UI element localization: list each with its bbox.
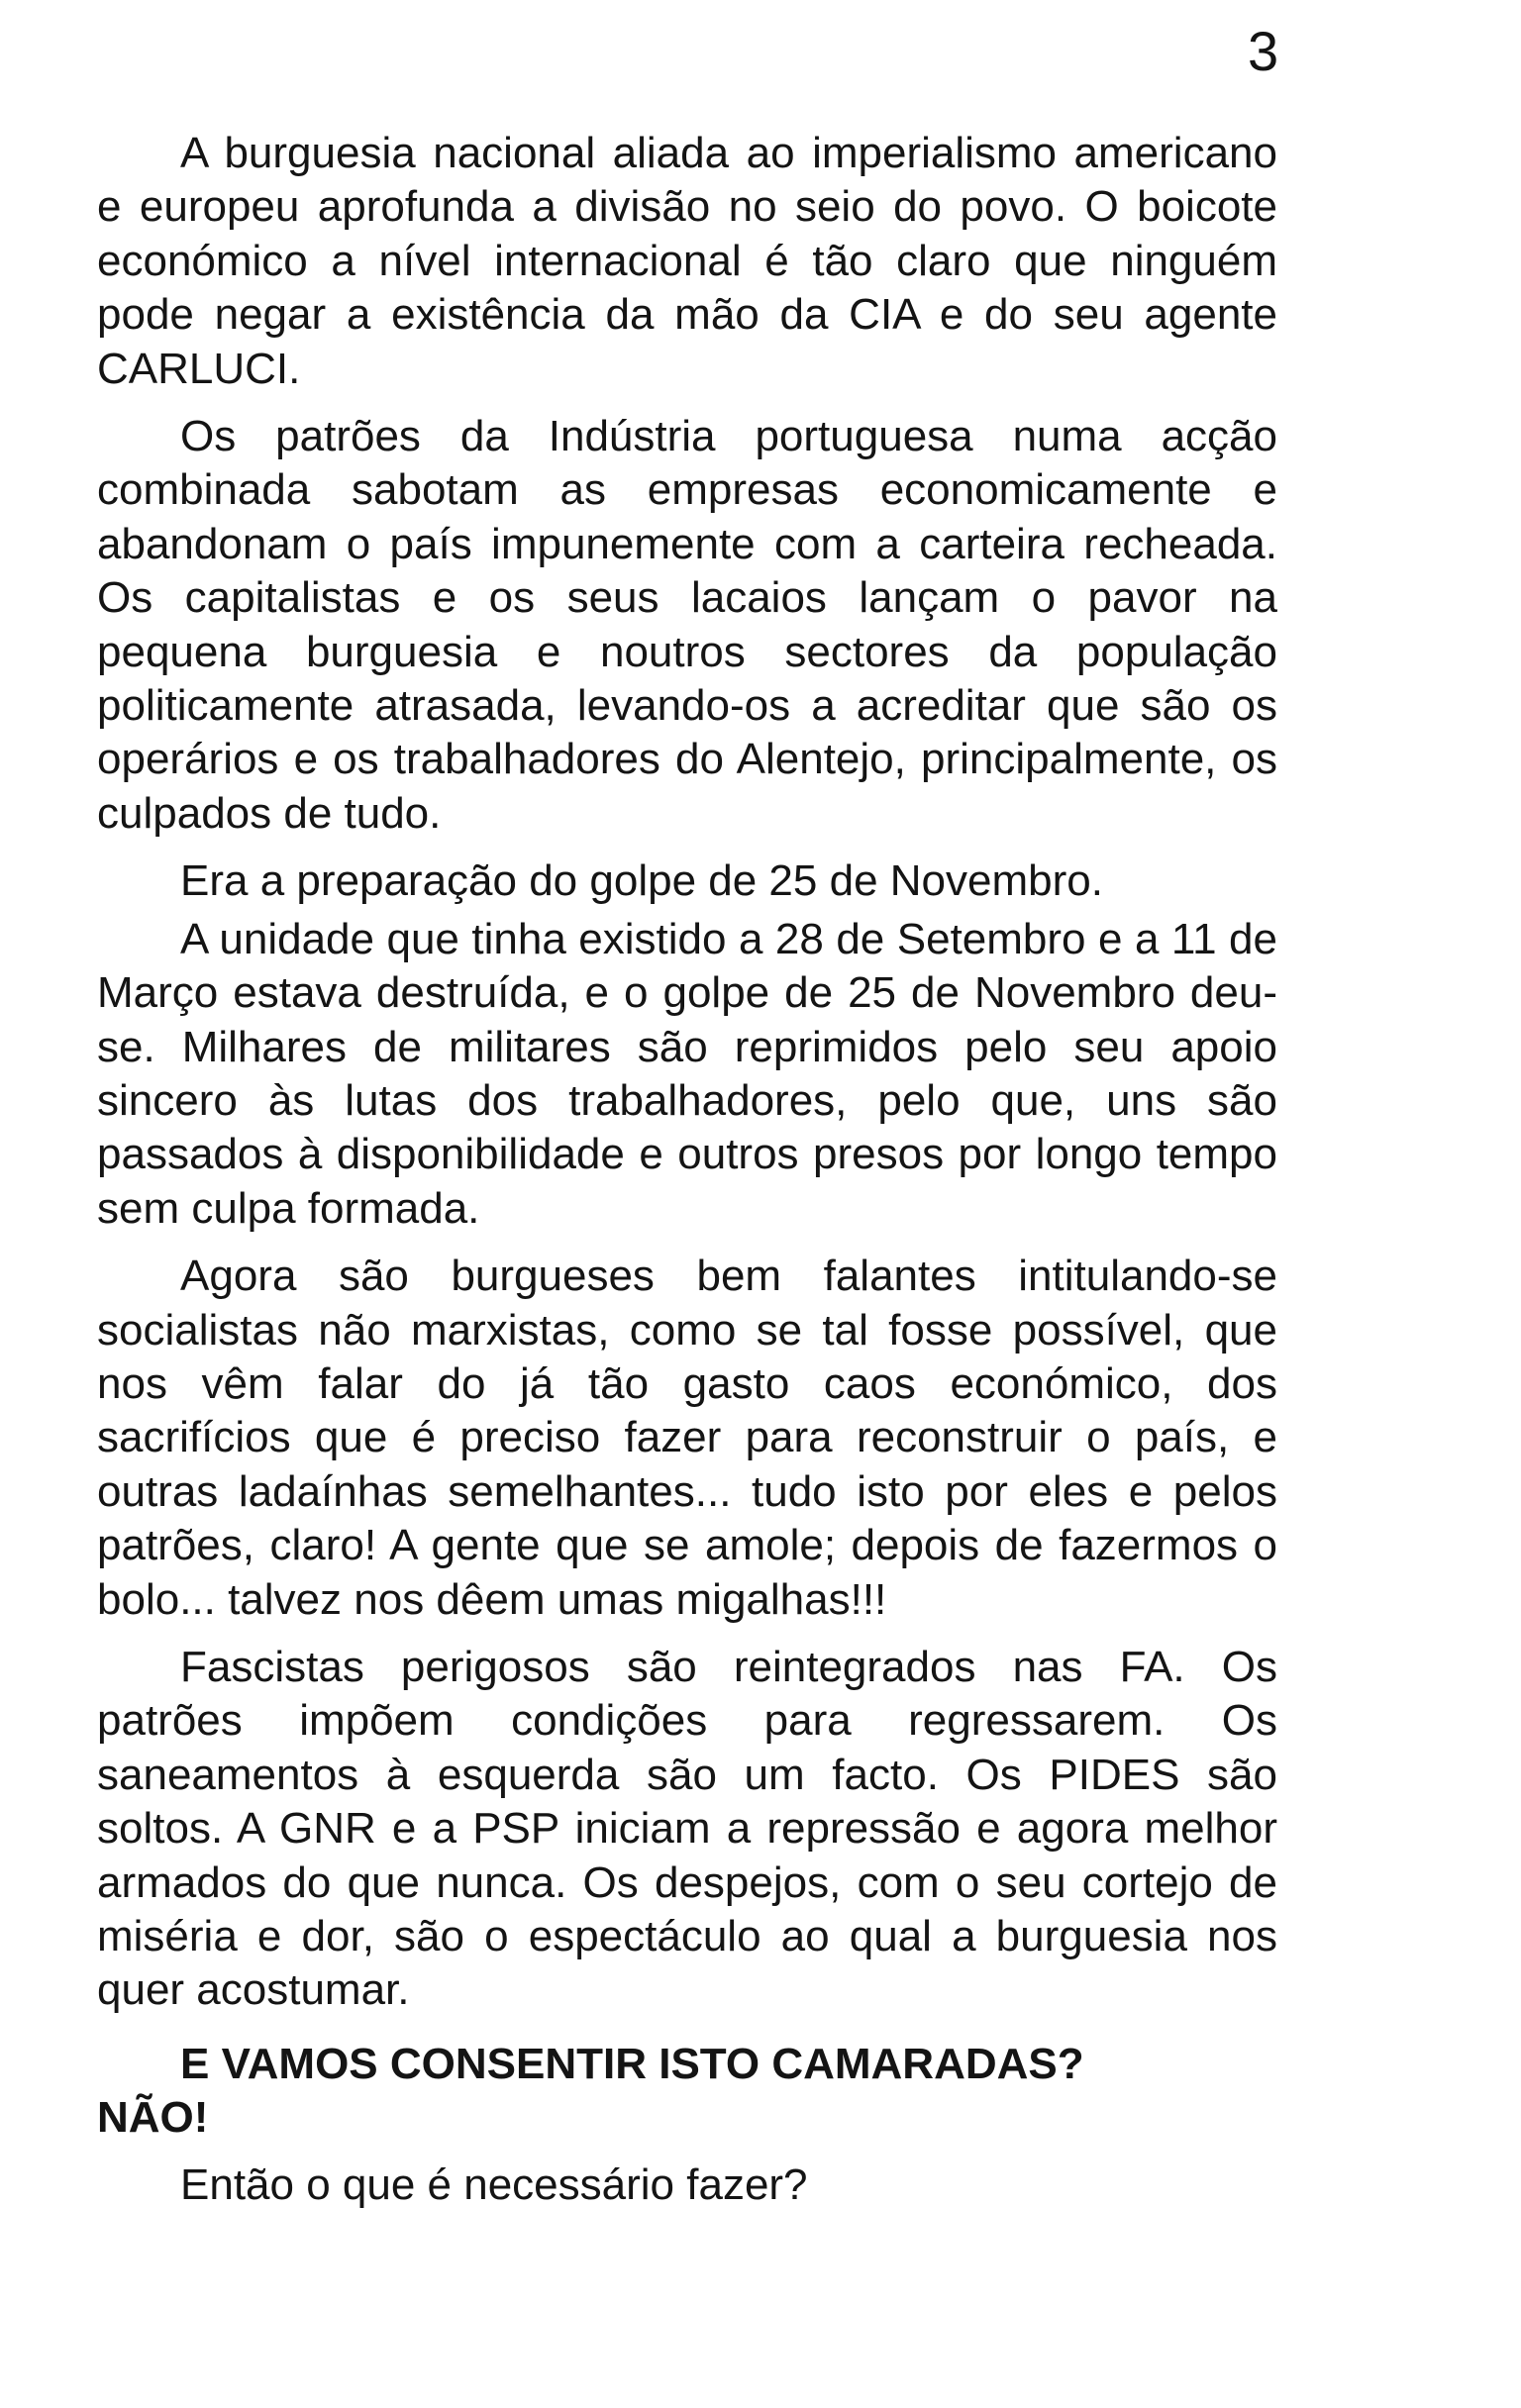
callout-question: E VAMOS CONSENTIR ISTO CAMARADAS? (180, 2039, 1084, 2088)
article-body (97, 127, 1277, 2213)
paragraph-fascistas: Fascistas perigosos são reintegrados nas FA. Os patrões impõem condições para regressarem. Os saneamentos à esquerda são um facto. Os PIDES são soltos. A GNR e a PSP iniciam a repressão e agora melhor armados do que nunca. Os despejos, com o seu cortejo de miséria e dor, são o espectáculo ao qual a burguesia nos quer acostumar. (97, 1642, 1277, 2015)
paragraph-preparacao-golpe: Era a preparação do golpe de 25 de Novembro. (180, 856, 1103, 906)
paragraph-unidade: A unidade que tinha existido a 28 de Setembro e a 11 de Março estava destruída, e o golpe de 25 de Novembro deu-se. Milhares de militares são reprimidos pelo seu apoio sincero às lutas dos trabalhadores, pelo que, uns são passados à disponibilidade e outros presos por longo tempo sem culpa formada. (97, 914, 1277, 1233)
paragraph-patroes: Os patrões da Indústria portuguesa numa acção combinada sabotam as empresas economicamente e abandonam o país impunemente com a carteira recheada. Os capitalistas e os seus lacaios lançam o pavor na pequena burguesia e noutros sectores da população politicamente atrasada, levando-os a acreditar que são os operários e os trabalhadores do Alentejo, principalmente, os culpados de tudo. (97, 412, 1277, 838)
closing-question: Então o que é necessário fazer? (180, 2159, 808, 2209)
callout-heading (97, 2038, 1277, 2146)
paragraph-burguesia: A burguesia nacional aliada ao imperialismo americano e europeu aprofunda a divisão no seio do povo. O boicote económico a nível internacional é tão claro que ninguém pode negar a existência da mão da CIA e do seu agente CARLUCI. (97, 129, 1277, 393)
paragraph-burgueses-falantes: Agora são burgueses bem falantes intitulando-se socialistas não marxistas, como se tal fosse possível, que nos vêm falar do já tão gasto caos económico, dos sacrifícios que é preciso fazer para reconstruir o país, e outras ladaínhas semelhantes... tudo isto por eles e pelos patrões, claro! A gente que se amole; depois de fazermos o bolo... talvez nos dêem umas migalhas!!! (97, 1252, 1277, 1624)
page-number: 3 (1248, 20, 1279, 82)
callout-answer: NÃO! (97, 2093, 209, 2143)
